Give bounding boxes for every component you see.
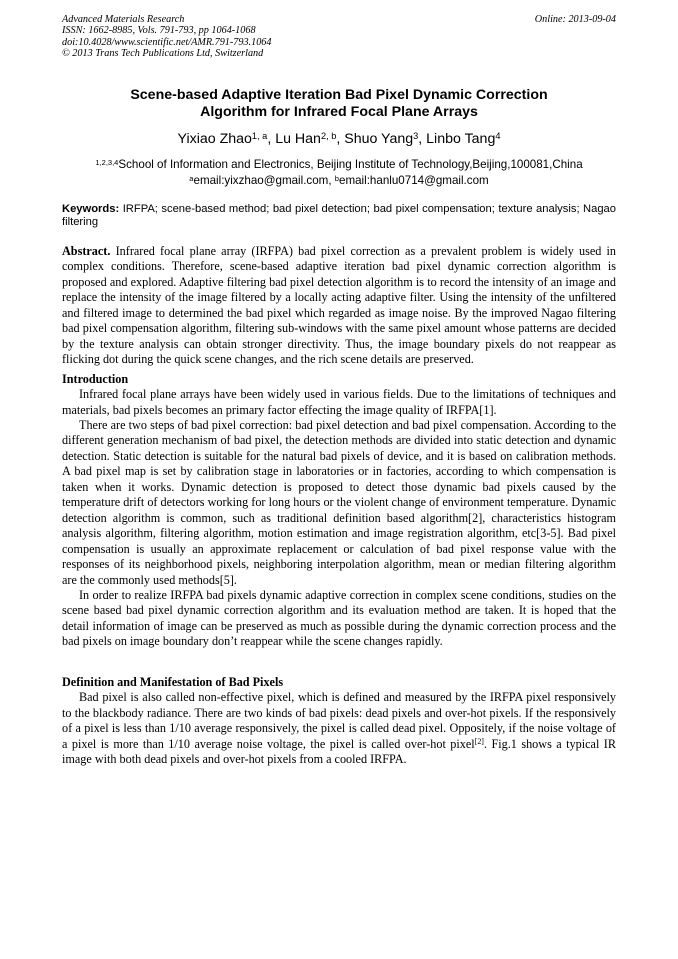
author-superscript: 1, a xyxy=(251,130,268,141)
keywords-text: IRFPA; scene-based method; bad pixel detection; bad pixel compensation; texture analysis; Nagao filtering xyxy=(62,203,617,228)
author-name: Yixiao Zhao xyxy=(177,131,252,147)
journal-doi: doi:10.4028/www.scientific.net/AMR.791-793.1064 xyxy=(62,36,272,48)
author-name: Linbo Tang xyxy=(426,131,496,147)
keywords-label: Keywords: xyxy=(62,203,120,215)
affiliation-emails xyxy=(62,173,616,189)
affiliation xyxy=(62,157,616,189)
definition-text-before: Bad pixel is also called non-effective pixel, which is defined and measured by the IRFPA pixel responsively to the blackbody radiance. There are two kinds of bad pixels: dead pixels and over-hot pixels. If the responsively of a pixel is less than 1/10 average responsively, the pixel is called dead pixel. Oppositely, if the noise voltage of a pixel is more than 1/10 average noise voltage, the pixel is called over-hot pixel xyxy=(62,690,616,751)
reference-superscript: [2] xyxy=(474,737,484,747)
introduction-paragraph-1: Infrared focal plane arrays have been widely used in various fields. Due to the limitations of techniques and materials, bad pixels becomes an primary factor effecting the image quality of IRFPA[1]. xyxy=(62,387,616,417)
introduction-paragraph-3: In order to realize IRFPA bad pixels dynamic adaptive correction in complex scene conditions, studies on the scene based bad pixel dynamic correction algorithm and its evaluation method are taken. It is hoped that the detail information of image can be preserved as much as possible during the dynamic correction process and the bad pixels on image boundary don’t reappear while the scene changes rapidly. xyxy=(62,587,616,649)
paper-title xyxy=(62,87,616,121)
email-a-superscript: a xyxy=(189,173,194,183)
section-heading-definition: Definition and Manifestation of Bad Pixels xyxy=(62,674,284,689)
journal-issn: ISSN: 1662-8985, Vols. 791-793, pp 1064-1068 xyxy=(62,25,256,37)
paper-body xyxy=(62,244,616,768)
abstract-text: Infrared focal plane array (IRFPA) bad pixel correction as a prevalent problem is widely used in complex conditions. Therefore, scene-based adaptive iteration bad pixel dynamic correction algorithm is proposed and explored. Adaptive filtering bad pixel detection algorithm is to record the intensity of an image and replace the intensity of the image filtered by a locally acting adaptive filter. Using the intensity of the unfiltered and filtered image to determined the bad pixel which regarded as image noise. By the improved Nagao filtering bad pixel compensation algorithm, filtering sub-windows with the same pixel amount whose patterns are decided by the texture analysis can obtain stronger directivity. Thus, the image boundary pixels do not reappear as flicking dot during the quick scene changes, and the rich scene details are preserved. xyxy=(62,244,617,367)
author-name: Shuo Yang xyxy=(344,131,414,147)
email-a: email:yixzhao@gmail.com, xyxy=(193,174,332,187)
author-superscript: 4 xyxy=(495,130,501,141)
title-line-2: Algorithm for Infrared Focal Plane Arrays xyxy=(200,104,478,120)
email-b-superscript: b xyxy=(334,173,339,183)
journal-header xyxy=(62,14,616,60)
journal-name: Advanced Materials Research xyxy=(62,14,185,25)
section-heading-introduction: Introduction xyxy=(62,371,129,386)
online-date: Online: 2013-09-04 xyxy=(534,14,616,25)
author-superscript: 2, b xyxy=(320,130,337,141)
email-b: email:hanlu0714@gmail.com xyxy=(339,174,489,187)
affiliation-institution xyxy=(62,157,616,173)
author-list: Yixiao Zhao$^{1, a}$, Lu Han$^{2, b}$, Shuo Yang$^3$, Linbo Tang$^4$ xyxy=(177,130,501,147)
author-name: Lu Han xyxy=(275,131,321,147)
author-superscript: 3 xyxy=(413,130,419,141)
introduction-paragraph-2: There are two steps of bad pixel correction: bad pixel detection and bad pixel compensation. According to the different generation mechanism of bad pixel, the detection methods are divided into static detection and dynamic detection. Static detection is suitable for the natural bad pixels of device, and it is based on calibration methods. A bad pixel map is set by calibration stage in laboratories or in factories, according to which compensation is taken when it works. Dynamic detection is proposed to detect those dynamic bad pixels caused by the temperature drift of detectors working for long hours or the violent change of environment temperature. Dynamic detection algorithm is common, such as traditional definition based algorithm[2], characteristics histogram analysis algorithm, filtering algorithm, motion estimation and image registration algorithm, etc[3-5]. Bad pixel compensation is usually an approximate replacement or calculation of bad pixel response value with the responses of its neighborhood pixels, neighboring interpolation algorithm, mean or median filtering algorithm are the commonly used methods[5]. xyxy=(62,417,616,587)
abstract xyxy=(62,244,616,368)
affiliation-superscript: 1,2,3,4 xyxy=(95,157,119,167)
title-line-1: Scene-based Adaptive Iteration Bad Pixel Dynamic Correction xyxy=(130,87,548,103)
keywords xyxy=(62,203,616,229)
definition-text-after: . Fig.1 shows a typical IR image with both dead pixels and over-hot pixels from a cooled IRFPA. xyxy=(62,736,616,767)
journal-copyright: © 2013 Trans Tech Publications Ltd, Switzerland xyxy=(62,48,264,60)
definition-paragraph-1 xyxy=(62,690,616,767)
affiliation-text: School of Information and Electronics, Beijing Institute of Technology,Beijing,100081,China xyxy=(118,158,583,171)
abstract-label: Abstract. xyxy=(62,244,111,258)
